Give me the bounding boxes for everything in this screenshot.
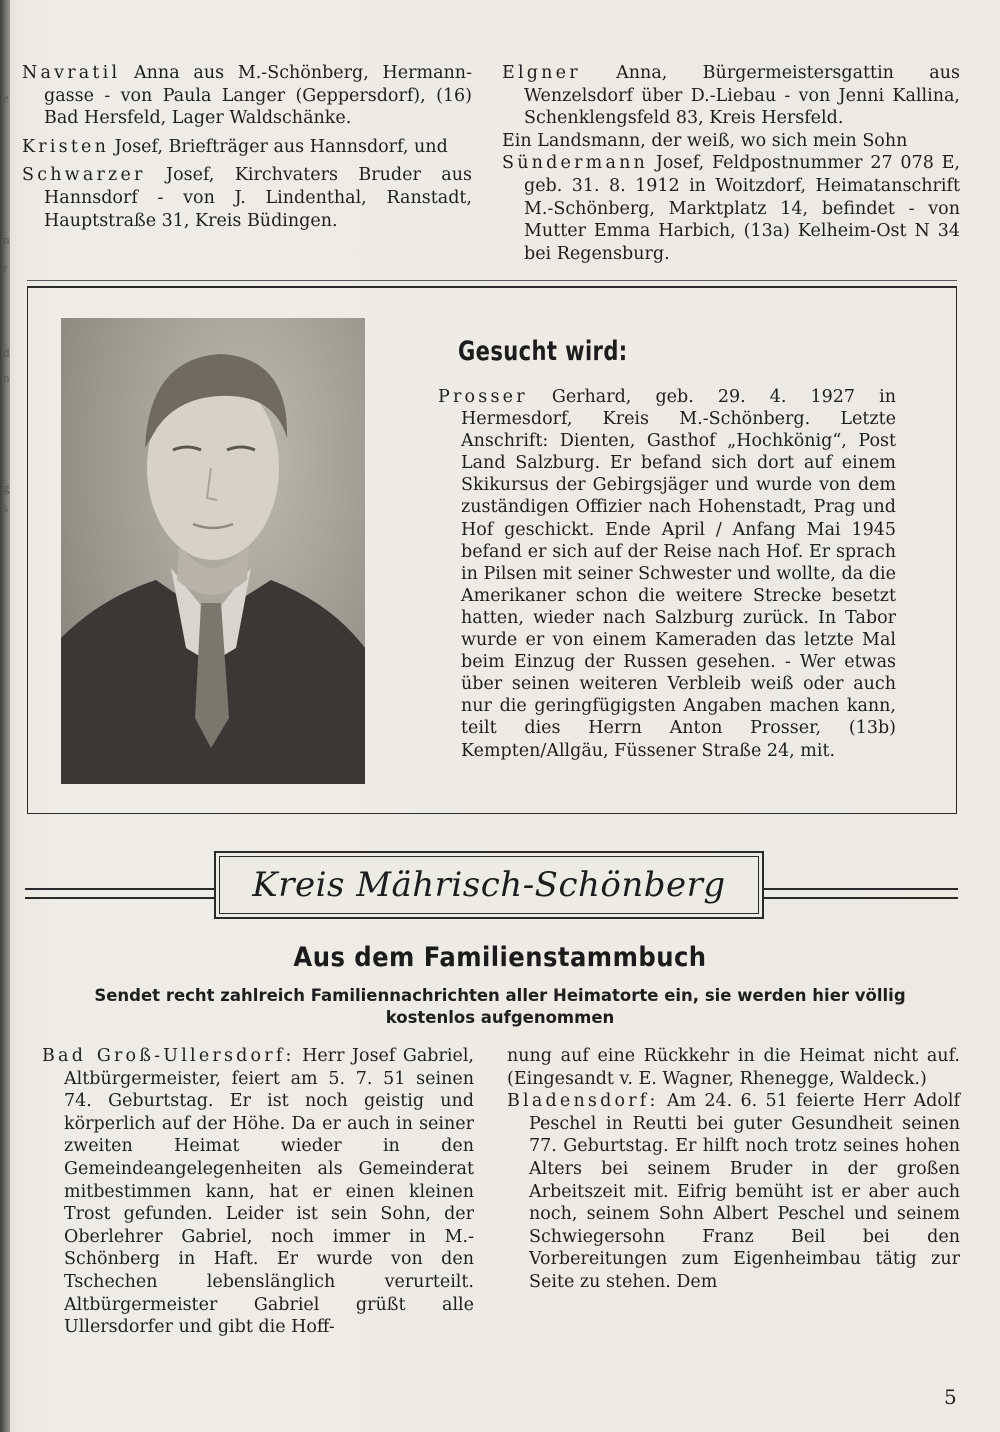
notice-entry bbox=[22, 62, 472, 130]
top-right-column bbox=[502, 62, 960, 265]
bottom-right-column bbox=[507, 1045, 960, 1294]
margin-mark: n bbox=[3, 232, 10, 247]
box-top-rule bbox=[27, 280, 957, 281]
family-entry bbox=[42, 1045, 474, 1339]
entry-name: Elgner bbox=[502, 63, 581, 83]
notice-entry bbox=[502, 62, 960, 130]
entry-place: Bladensdorf: bbox=[507, 1091, 659, 1112]
entry-text: Josef, Feldpostnummer 27 078 E, geb. 31. 8. 1912 in Woitzdorf, Heimatanschrift M.-Schönberg, Marktplatz 14, befindet - von Mutter Emma Harbich, (13a) Kelheim-Ost N 34 bei Regensburg. bbox=[524, 153, 960, 264]
search-notice-box bbox=[27, 286, 957, 814]
banner-title: Kreis Mährisch-Schönberg bbox=[252, 865, 726, 905]
section-subtitle: Sendet recht zahlreich Familiennachrichten aller Heimatorte ein, sie werden hier völlig kostenlos aufgenommen bbox=[94, 986, 906, 1027]
portrait-figure bbox=[61, 318, 365, 784]
portrait-photo bbox=[61, 318, 365, 784]
margin-mark: d bbox=[3, 345, 10, 360]
entry-text: Josef, Kirchvaters Bruder aus Hannsdorf - von J. Lindenthal, Ranstadt, Hauptstraße 31, Kreis Büdingen. bbox=[44, 165, 472, 231]
margin-mark: n bbox=[3, 370, 10, 385]
section-title: Aus dem Familienstammbuch bbox=[293, 942, 707, 973]
entry-text: Gerhard, geb. 29. 4. 1927 in Hermesdorf, Kreis M.-Schönberg. Letzte Anschrift: Dienten, Gasthof „Hochkönig“, Post Land Salzburg. Er befand sich dort auf einem Skikursus der Gebirgsjäger und wurde von dem zuständigen Offizier nach Hohenstadt, Prag und Hof geschickt. Ende April / Anfang Mai 1945 befand er sich auf der Reise nach Hof. Er sprach in Pilsen mit seiner Schwester und wollte, da die Amerikaner schon die weitere Strecke besetzt hatten, wieder nach Salzburg zurück. In Tabor wurde er von einem Kameraden das letzte Mal beim Einzug der Russen gesehen. - Wer etwas über seinen weiteren Verbleib weiß oder auch nur die geringfügigsten Angaben machen kann, teilt dies Herrn Anton Prosser, (13b) Kempten/Allgäu, Füssener Straße 24, mit. bbox=[461, 387, 896, 761]
margin-mark: r bbox=[3, 260, 8, 275]
margin-mark: g bbox=[3, 480, 10, 495]
entry-name: Kristen bbox=[22, 136, 110, 157]
entry-name: Sündermann bbox=[502, 153, 649, 174]
search-heading: Gesucht wird: bbox=[458, 336, 628, 367]
entry-text: Anna, Bürgermeistersgattin aus Wenzelsdorf über D.-Liebau - von Jenni Kallina, Schenklengsfeld 83, Kreis Hersfeld. bbox=[524, 63, 960, 129]
bottom-left-column bbox=[42, 1045, 474, 1339]
entry-name: Schwarzer bbox=[22, 165, 146, 186]
entry-text: Anna aus M.-Schönberg, Hermann-gasse - von Paula Langer (Geppersdorf), (16) Bad Hersfeld, Lager Waldschänke. bbox=[44, 63, 472, 129]
family-entry bbox=[507, 1090, 960, 1293]
entry-text: nung auf eine Rückkehr in die Heimat nicht auf. (Eingesandt v. E. Wagner, Rhenegge, Waldeck.) bbox=[507, 1046, 960, 1089]
entry-place: Bad Groß-Ullersdorf: bbox=[42, 1046, 295, 1066]
binding-shadow bbox=[0, 0, 10, 1432]
notice-entry bbox=[22, 164, 472, 232]
entry-text: Josef, Briefträger aus Hannsdorf, und bbox=[109, 136, 448, 157]
search-notice-text bbox=[438, 386, 896, 762]
banner-rule-right bbox=[764, 888, 958, 899]
district-banner bbox=[214, 851, 764, 919]
banner-rule-left bbox=[25, 888, 214, 899]
family-entry bbox=[507, 1045, 960, 1090]
entry-text: Herr Josef Gabriel, Altbürgermeister, feiert am 5. 7. 51 seinen 74. Geburtstag. Er ist noch geistig und körperlich auf der Höhe. Da er auch in seiner zweiten Heimat wieder in den Gemeindeangelegenheiten als Gemeinderat mitbestimmen kann, hat er einen kleinen Trost gefunden. Leider ist sein Sohn, der Oberlehrer Gabriel, noch immer in M.-Schönberg in Haft. Er wurde von den Tschechen lebenslänglich verurteilt. Altbürgermeister Gabriel grüßt alle Ullersdorfer und gibt die Hoff- bbox=[64, 1046, 474, 1338]
margin-mark: e bbox=[3, 90, 9, 105]
entry-name: Prosser bbox=[438, 387, 528, 407]
top-left-column bbox=[22, 62, 472, 232]
notice-entry bbox=[22, 136, 472, 159]
notice-entry bbox=[502, 152, 960, 265]
margin-mark: s bbox=[3, 500, 9, 515]
entry-name: Navratil bbox=[22, 63, 121, 83]
notice-entry bbox=[502, 130, 960, 153]
entry-text: Ein Landsmann, der weiß, wo sich mein Sohn bbox=[502, 130, 908, 151]
page-number: 5 bbox=[944, 1385, 957, 1409]
entry-text: Am 24. 6. 51 feierte Herr Adolf Peschel in Reutti bei guter Gesundheit seinen 77. Geburtstag. Er hilft noch trotz seines hohen Alters bei seinem Bruder in der großen Arbeitszeit mit. Eifrig bemüht ist er aber auch noch, seinem Sohn Albert Peschel und seinem Schwiegersohn Franz Beil bei den Vorbereitungen zum Eigenheimbau tätig zur Seite zu stehen. Dem bbox=[529, 1091, 960, 1292]
